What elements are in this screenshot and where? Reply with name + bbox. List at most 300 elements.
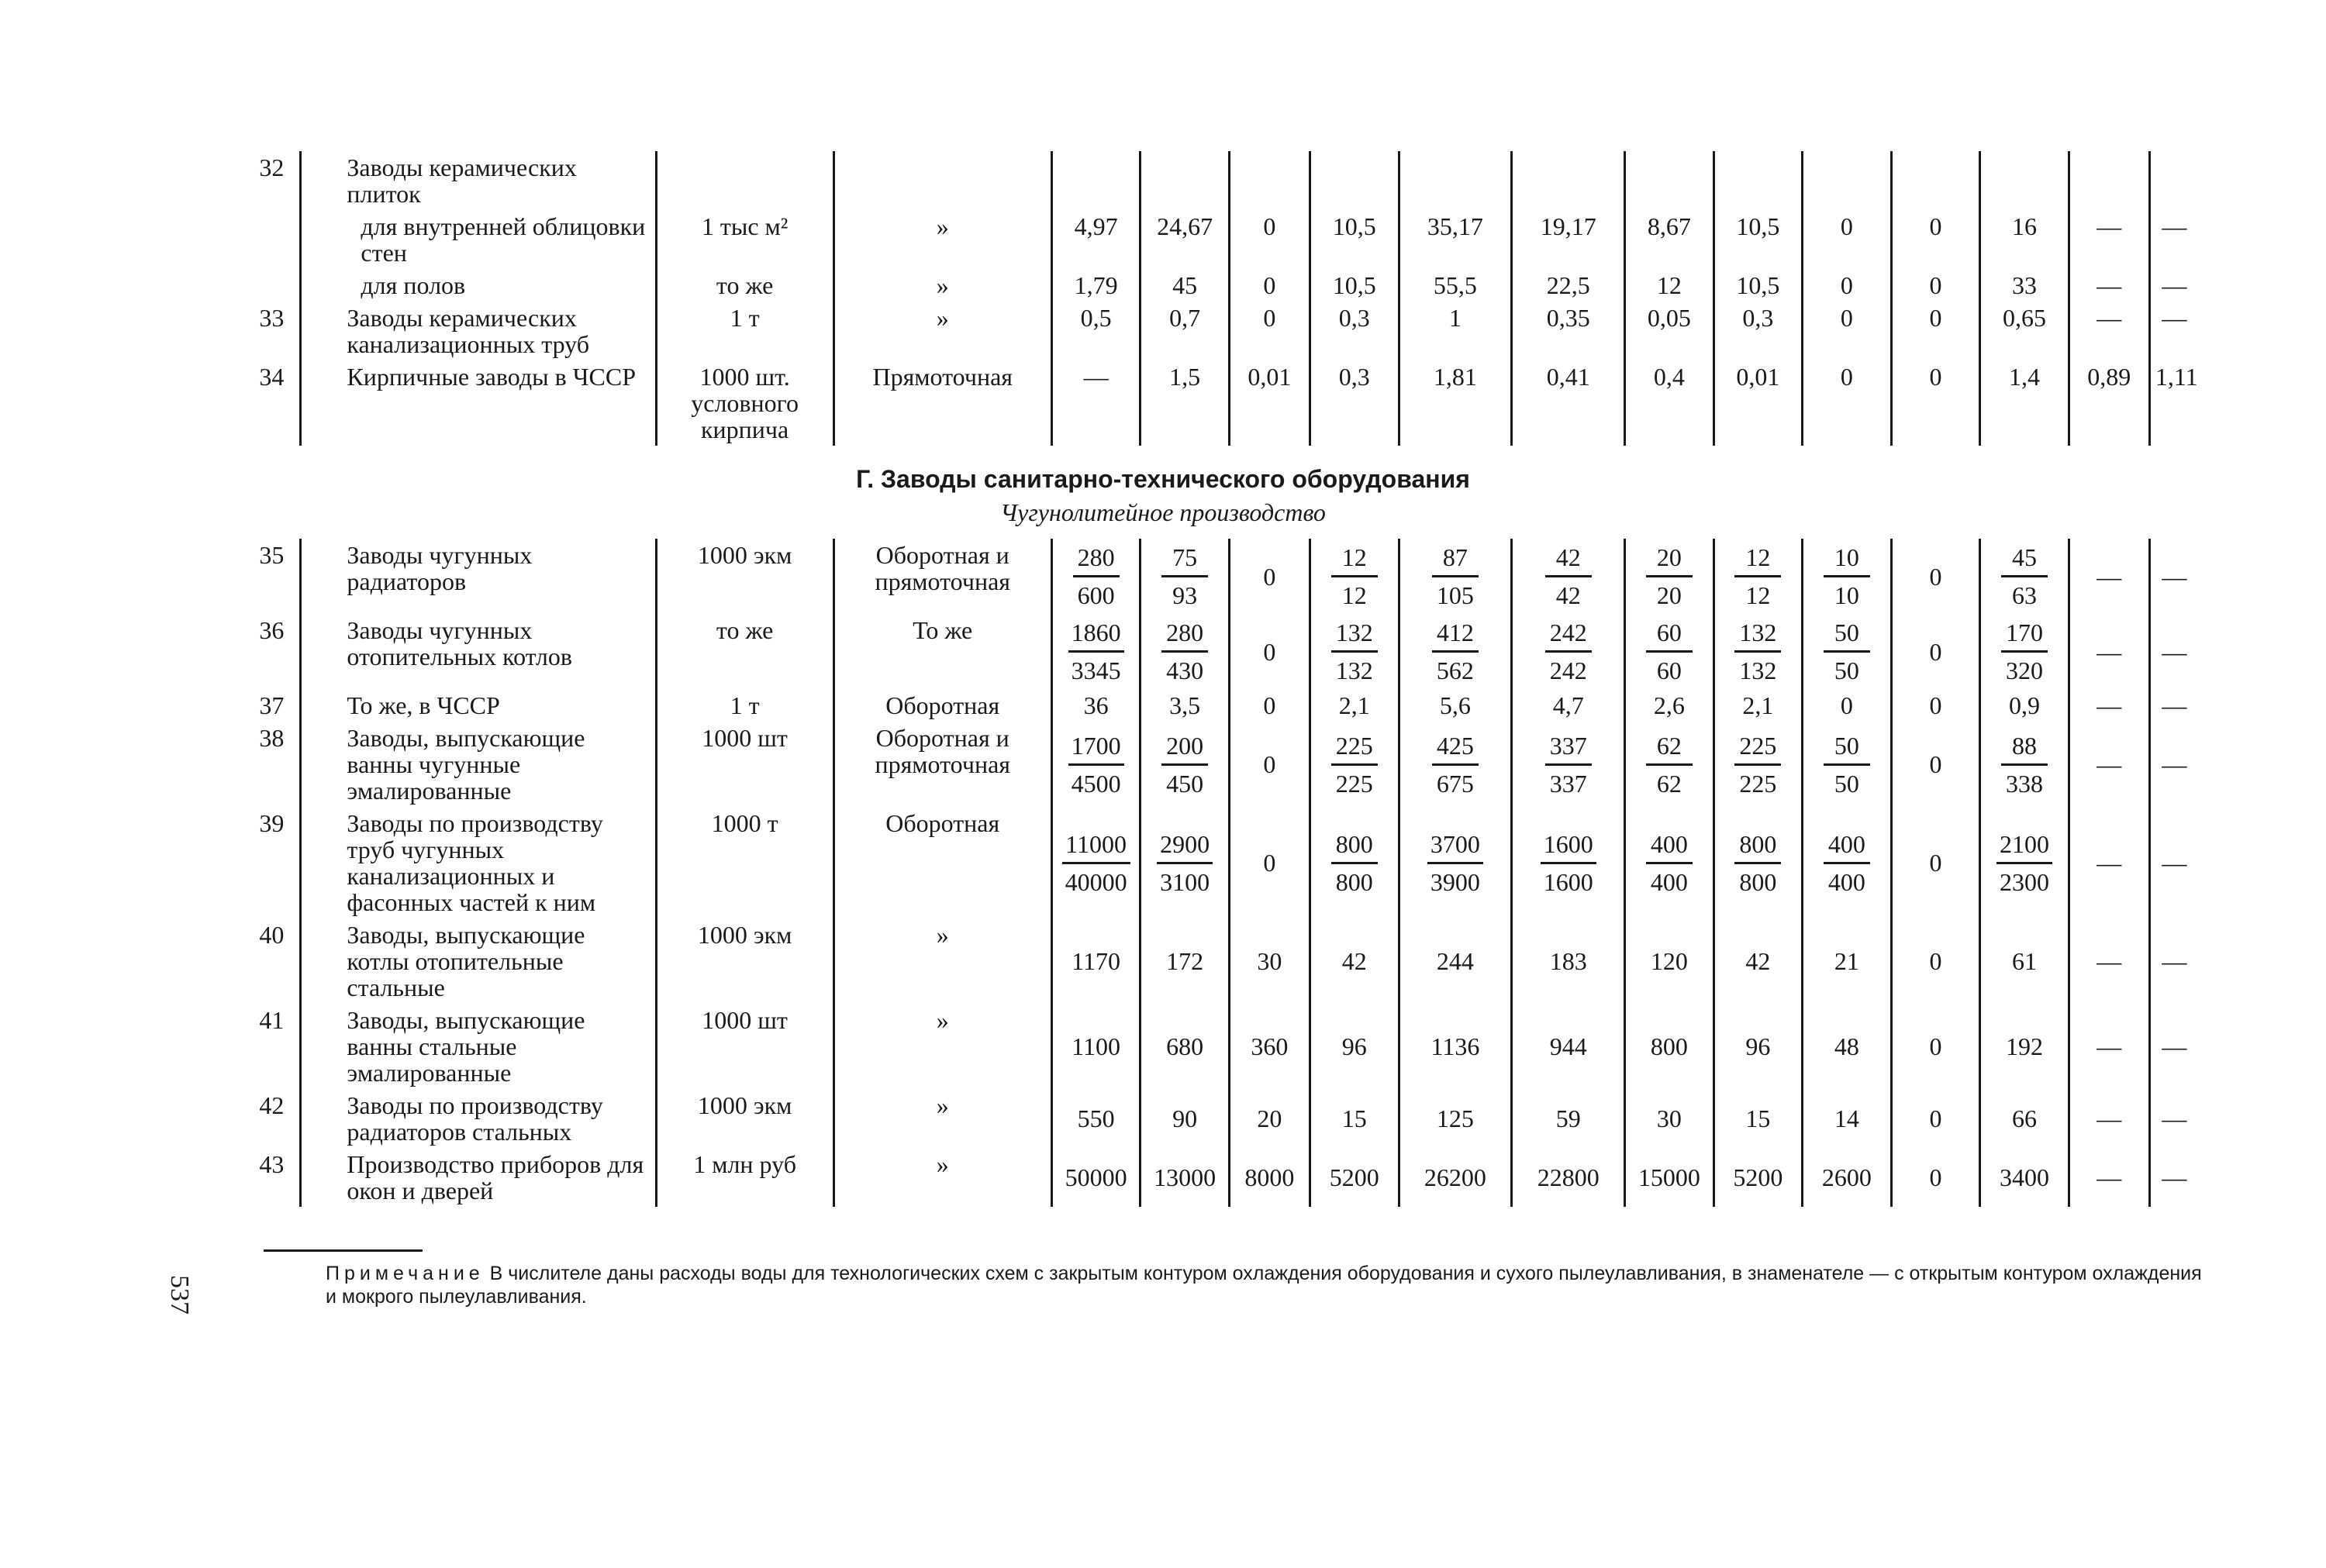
numerator: 800 [1331, 829, 1378, 864]
denominator: 400 [1827, 867, 1865, 896]
numerator: 12 [1331, 542, 1378, 577]
row-number: 35 [259, 541, 285, 569]
value-cell: 0,01 [1713, 360, 1803, 446]
row-name [301, 807, 656, 918]
value-cell: 10,5 [1713, 210, 1803, 269]
value-cell: 192 [1980, 1004, 2069, 1089]
row-unit: 1000 т [656, 807, 833, 918]
fraction-value [1432, 542, 1479, 611]
table-row [244, 539, 2198, 614]
row-number: 43 [259, 1150, 285, 1178]
value-cell: — [2069, 302, 2149, 360]
value-cell: 4,7 [1512, 689, 1625, 722]
value-cell: 120 [1625, 918, 1714, 1004]
value-cell: 4,97 [1051, 210, 1141, 269]
value-cell: 5200 [1713, 1148, 1803, 1207]
value-cell [1803, 807, 1892, 918]
value-cell [1980, 722, 2069, 807]
table-row [244, 722, 2198, 807]
fraction-value [1646, 617, 1693, 686]
row-scheme: » [833, 302, 1051, 360]
value-cell: 15 [1310, 1089, 1399, 1148]
value-cell: — [2069, 807, 2149, 918]
fraction-value [2001, 542, 2048, 611]
value-cell: 30 [1229, 918, 1310, 1004]
row-scheme [833, 151, 1051, 210]
value-cell [1399, 614, 1512, 689]
fraction-value [1331, 617, 1378, 686]
value-cell: 61 [1980, 918, 2069, 1004]
value-cell: 360 [1229, 1004, 1310, 1089]
denominator: 3900 [1430, 867, 1480, 896]
row-scheme: То же [833, 614, 1051, 689]
denominator: 63 [2011, 581, 2037, 609]
row-unit: 1000 экм [656, 1089, 833, 1148]
row-name-text: Заводы чугунных радиаторов [347, 541, 533, 595]
row-name-text: Заводы по производству труб чугунных канализационных и фасонных частей к ним [347, 809, 603, 916]
denominator: 12 [1745, 581, 1771, 609]
value-cell: 10,5 [1310, 269, 1399, 302]
fraction-value [1734, 617, 1781, 686]
denominator: 600 [1077, 581, 1115, 609]
value-cell: 0,4 [1625, 360, 1714, 446]
row-name-text: Заводы чугунных отопительных котлов [347, 616, 572, 670]
value-cell [1625, 539, 1714, 614]
fraction-value [1734, 829, 1781, 898]
value-cell [1625, 722, 1714, 807]
numerator: 337 [1545, 730, 1592, 766]
value-cell: 0 [1891, 807, 1980, 918]
section-subtitle: Чугунолитейное производство [1000, 498, 1326, 526]
denominator: 62 [1656, 769, 1682, 798]
note-divider [264, 1249, 423, 1252]
value-cell [1051, 807, 1141, 918]
numerator: 50 [1824, 730, 1870, 766]
value-cell: 22800 [1512, 1148, 1625, 1207]
value-cell [1803, 722, 1892, 807]
fraction-value [1646, 542, 1693, 611]
row-name-text: То же, в ЧССР [347, 691, 500, 719]
value-cell [1310, 807, 1399, 918]
row-scheme: Прямоточная [833, 360, 1051, 446]
denominator: 337 [1549, 769, 1587, 798]
fraction-value [1062, 829, 1130, 898]
value-cell: 0 [1891, 360, 1980, 446]
denominator: 562 [1436, 656, 1474, 684]
value-cell: 183 [1512, 918, 1625, 1004]
value-cell [2149, 151, 2198, 210]
value-cell: 680 [1141, 1004, 1230, 1089]
numerator: 11000 [1062, 829, 1130, 864]
value-cell: 1 [1399, 302, 1512, 360]
numerator: 800 [1734, 829, 1781, 864]
row-name-text: Заводы керамических плиток [347, 153, 577, 208]
value-cell: 5,6 [1399, 689, 1512, 722]
value-cell: 0 [1803, 210, 1892, 269]
value-cell: 2,1 [1713, 689, 1803, 722]
fraction-value [1157, 829, 1213, 898]
row-name [301, 151, 656, 210]
value-cell [1512, 807, 1625, 918]
value-cell: 800 [1625, 1004, 1714, 1089]
denominator: 225 [1335, 769, 1373, 798]
row-name-text: для полов [361, 271, 466, 299]
numerator: 170 [2001, 617, 2048, 653]
value-cell: 0 [1891, 1089, 1980, 1148]
fraction-value [1161, 542, 1208, 611]
value-cell: 0 [1891, 1148, 1980, 1207]
numerator: 2900 [1157, 829, 1213, 864]
value-cell: — [2149, 1089, 2198, 1148]
value-cell: 0 [1891, 722, 1980, 807]
value-cell: 5200 [1310, 1148, 1399, 1207]
fraction-value [1646, 730, 1693, 799]
value-cell: 96 [1713, 1004, 1803, 1089]
numerator: 1860 [1068, 617, 1124, 653]
denominator: 320 [2005, 656, 2043, 684]
value-cell: — [2149, 1148, 2198, 1207]
numerator: 280 [1161, 617, 1208, 653]
value-cell [1310, 151, 1399, 210]
row-scheme: Оборотная [833, 689, 1051, 722]
value-cell: 0 [1229, 722, 1310, 807]
value-cell: 30 [1625, 1089, 1714, 1148]
row-name-text: для внутренней облицовки стен [361, 212, 646, 267]
value-cell: 15 [1713, 1089, 1803, 1148]
denominator: 93 [1172, 581, 1198, 609]
numerator: 412 [1432, 617, 1479, 653]
value-cell [1141, 614, 1230, 689]
value-cell [1803, 539, 1892, 614]
denominator: 50 [1834, 656, 1859, 684]
fraction-value [1996, 829, 2052, 898]
value-cell [1803, 151, 1892, 210]
row-scheme: » [833, 210, 1051, 269]
denominator: 40000 [1065, 867, 1127, 896]
numerator: 400 [1824, 829, 1870, 864]
row-unit: 1000 шт [656, 1004, 833, 1089]
value-cell: 24,67 [1141, 210, 1230, 269]
value-cell: 1136 [1399, 1004, 1512, 1089]
value-cell: — [2069, 1089, 2149, 1148]
value-cell: 90 [1141, 1089, 1230, 1148]
value-cell: 1100 [1051, 1004, 1141, 1089]
value-cell [1713, 807, 1803, 918]
table-row [244, 1089, 2198, 1148]
value-cell: — [2149, 269, 2198, 302]
fraction-value [2001, 730, 2048, 799]
numerator: 1700 [1068, 730, 1124, 766]
row-unit: 1000 шт. условного кирпича [656, 360, 833, 446]
numerator: 225 [1734, 730, 1781, 766]
value-cell: 0 [1803, 360, 1892, 446]
value-cell [1803, 614, 1892, 689]
value-cell: 2,1 [1310, 689, 1399, 722]
table-row [244, 614, 2198, 689]
value-cell: 0 [1229, 210, 1310, 269]
numerator: 10 [1824, 542, 1870, 577]
value-cell: — [2069, 210, 2149, 269]
denominator: 3100 [1160, 867, 1210, 896]
value-cell: 0,89 [2069, 360, 2149, 446]
numerator: 1600 [1541, 829, 1596, 864]
value-cell [1399, 539, 1512, 614]
numerator: 62 [1646, 730, 1693, 766]
value-cell: 96 [1310, 1004, 1399, 1089]
numerator: 50 [1824, 617, 1870, 653]
value-cell: 10,5 [1713, 269, 1803, 302]
note-label: Примечание [326, 1263, 485, 1284]
value-cell: 16 [1980, 210, 2069, 269]
table-row [244, 689, 2198, 722]
value-cell [1980, 614, 2069, 689]
value-cell: 48 [1803, 1004, 1892, 1089]
value-cell [1310, 722, 1399, 807]
value-cell: 1,81 [1399, 360, 1512, 446]
value-cell [1625, 807, 1714, 918]
numerator: 12 [1734, 542, 1781, 577]
numerator: 88 [2001, 730, 2048, 766]
value-cell [1891, 151, 1980, 210]
fraction-value [1331, 829, 1378, 898]
numerator: 425 [1432, 730, 1479, 766]
value-cell [1141, 722, 1230, 807]
value-cell: 0 [1229, 807, 1310, 918]
row-unit: 1 т [656, 689, 833, 722]
value-cell [1399, 807, 1512, 918]
row-scheme: » [833, 918, 1051, 1004]
numerator: 132 [1734, 617, 1781, 653]
row-name [301, 269, 656, 302]
value-cell [1512, 722, 1625, 807]
value-cell [1713, 614, 1803, 689]
fraction-value [1824, 730, 1870, 799]
value-cell: 0,3 [1310, 302, 1399, 360]
row-scheme: Оборотная и прямоточная [833, 722, 1051, 807]
denominator: 430 [1166, 656, 1204, 684]
fraction-value [1734, 542, 1781, 611]
value-cell: 0,3 [1310, 360, 1399, 446]
numerator: 2100 [1996, 829, 2052, 864]
value-cell: 33 [1980, 269, 2069, 302]
denominator: 242 [1549, 656, 1587, 684]
value-cell [1229, 151, 1310, 210]
fraction-value [1545, 617, 1592, 686]
value-cell: 550 [1051, 1089, 1141, 1148]
row-scheme: Оборотная [833, 807, 1051, 918]
value-cell [1512, 614, 1625, 689]
table-row [244, 269, 2198, 302]
fraction-value [1824, 542, 1870, 611]
row-unit: 1000 экм [656, 539, 833, 614]
numerator: 242 [1545, 617, 1592, 653]
value-cell: 36 [1051, 689, 1141, 722]
value-cell: 0 [1891, 269, 1980, 302]
value-cell: 3400 [1980, 1148, 2069, 1207]
note-text: В числителе даны расходы воды для технологических схем с закрытым контуром охлаждения оборудования и сухого пылеулавливания, в знаменателе — с открытым контуром охлаждения и мокрого пылеулавливания. [326, 1263, 2202, 1308]
row-number: 33 [259, 304, 285, 332]
value-cell [1141, 151, 1230, 210]
row-name [301, 210, 656, 269]
numerator: 200 [1161, 730, 1208, 766]
value-cell [1980, 807, 2069, 918]
value-cell [1625, 614, 1714, 689]
row-name [301, 1004, 656, 1089]
value-cell: 0,9 [1980, 689, 2069, 722]
table-row [244, 210, 2198, 269]
fraction-value [1331, 542, 1378, 611]
fraction-value [1073, 542, 1120, 611]
row-name [301, 360, 656, 446]
numerator: 3700 [1427, 829, 1483, 864]
table-part-top [244, 151, 2198, 446]
value-cell [1713, 722, 1803, 807]
denominator: 4500 [1071, 769, 1121, 798]
value-cell: 244 [1399, 918, 1512, 1004]
denominator: 132 [1739, 656, 1777, 684]
value-cell: 1,11 [2149, 360, 2198, 446]
fraction-value [1646, 829, 1693, 898]
row-name [301, 614, 656, 689]
value-cell: 22,5 [1512, 269, 1625, 302]
row-number [244, 269, 301, 302]
row-scheme: » [833, 1148, 1051, 1207]
row-name-text: Производство приборов для окон и дверей [347, 1150, 644, 1204]
value-cell: 0,01 [1229, 360, 1310, 446]
fraction-value [1161, 617, 1208, 686]
row-number [244, 210, 301, 269]
fraction-value [1545, 542, 1592, 611]
value-cell: 14 [1803, 1089, 1892, 1148]
value-cell: 1,5 [1141, 360, 1230, 446]
value-cell [1051, 722, 1141, 807]
denominator: 400 [1650, 867, 1688, 896]
value-cell: 50000 [1051, 1148, 1141, 1207]
table-row [244, 360, 2198, 446]
value-cell: 0 [1891, 689, 1980, 722]
value-cell: 1,79 [1051, 269, 1141, 302]
value-cell: 944 [1512, 1004, 1625, 1089]
row-name [301, 689, 656, 722]
value-cell: 0 [1891, 302, 1980, 360]
value-cell: 13000 [1141, 1148, 1230, 1207]
row-name-text: Заводы, выпускающие ванны стальные эмалированные [347, 1006, 585, 1087]
value-cell [1310, 539, 1399, 614]
denominator: 60 [1656, 656, 1682, 684]
value-cell: — [2149, 302, 2198, 360]
row-number: 36 [259, 616, 285, 644]
row-unit: то же [656, 614, 833, 689]
denominator: 1600 [1543, 867, 1593, 896]
value-cell: — [2069, 269, 2149, 302]
value-cell: 0 [1229, 689, 1310, 722]
row-number: 37 [259, 691, 285, 719]
value-cell: 12 [1625, 269, 1714, 302]
value-cell [1399, 151, 1512, 210]
fraction-value [2001, 617, 2048, 686]
value-cell: 8000 [1229, 1148, 1310, 1207]
row-unit [656, 151, 833, 210]
value-cell: — [2149, 722, 2198, 807]
value-cell: 59 [1512, 1089, 1625, 1148]
value-cell: 0,3 [1713, 302, 1803, 360]
value-cell: 0,05 [1625, 302, 1714, 360]
table-row [244, 807, 2198, 918]
fraction-value [1068, 617, 1124, 686]
value-cell: 66 [1980, 1089, 2069, 1148]
fraction-value [1068, 730, 1124, 799]
table-part-bottom [244, 539, 2198, 1207]
denominator: 20 [1656, 581, 1682, 609]
value-cell [1141, 807, 1230, 918]
value-cell: 3,5 [1141, 689, 1230, 722]
row-number: 34 [259, 363, 285, 391]
value-cell: 0 [1891, 210, 1980, 269]
fraction-value [1427, 829, 1483, 898]
row-scheme: » [833, 269, 1051, 302]
denominator: 450 [1166, 769, 1204, 798]
row-name-text: Кирпичные заводы в ЧССР [347, 363, 637, 391]
denominator: 12 [1341, 581, 1367, 609]
denominator: 800 [1335, 867, 1373, 896]
denominator: 132 [1335, 656, 1373, 684]
page-number: 537 [165, 1275, 194, 1315]
value-cell: 19,17 [1512, 210, 1625, 269]
denominator: 225 [1739, 769, 1777, 798]
value-cell [1051, 614, 1141, 689]
value-cell: — [2149, 1004, 2198, 1089]
value-cell [1310, 614, 1399, 689]
numerator: 225 [1331, 730, 1378, 766]
value-cell [1713, 151, 1803, 210]
value-cell: 42 [1713, 918, 1803, 1004]
denominator: 105 [1436, 581, 1474, 609]
value-cell: — [2069, 689, 2149, 722]
value-cell: 45 [1141, 269, 1230, 302]
value-cell: 125 [1399, 1089, 1512, 1148]
value-cell: 1,4 [1980, 360, 2069, 446]
value-cell: — [2149, 614, 2198, 689]
numerator: 45 [2001, 542, 2048, 577]
value-cell: — [2069, 1148, 2149, 1207]
row-scheme: » [833, 1089, 1051, 1148]
value-cell [1980, 151, 2069, 210]
row-name-text: Заводы керамических канализационных труб [347, 304, 590, 358]
value-cell: 0 [1803, 269, 1892, 302]
value-cell: — [1051, 360, 1141, 446]
value-cell: 26200 [1399, 1148, 1512, 1207]
value-cell: — [2149, 918, 2198, 1004]
value-cell: 21 [1803, 918, 1892, 1004]
value-cell: — [2069, 539, 2149, 614]
numerator: 75 [1161, 542, 1208, 577]
row-name [301, 302, 656, 360]
row-number: 42 [259, 1091, 285, 1119]
footnote [326, 1262, 2202, 1308]
value-cell: 0,5 [1051, 302, 1141, 360]
numerator: 60 [1646, 617, 1693, 653]
fraction-value [1432, 730, 1479, 799]
value-cell: 0 [1229, 614, 1310, 689]
value-cell [1512, 539, 1625, 614]
value-cell: 0,35 [1512, 302, 1625, 360]
denominator: 338 [2005, 769, 2043, 798]
numerator: 280 [1073, 542, 1120, 577]
row-unit: 1 т [656, 302, 833, 360]
row-number: 38 [259, 724, 285, 752]
row-name [301, 539, 656, 614]
numerator: 42 [1545, 542, 1592, 577]
